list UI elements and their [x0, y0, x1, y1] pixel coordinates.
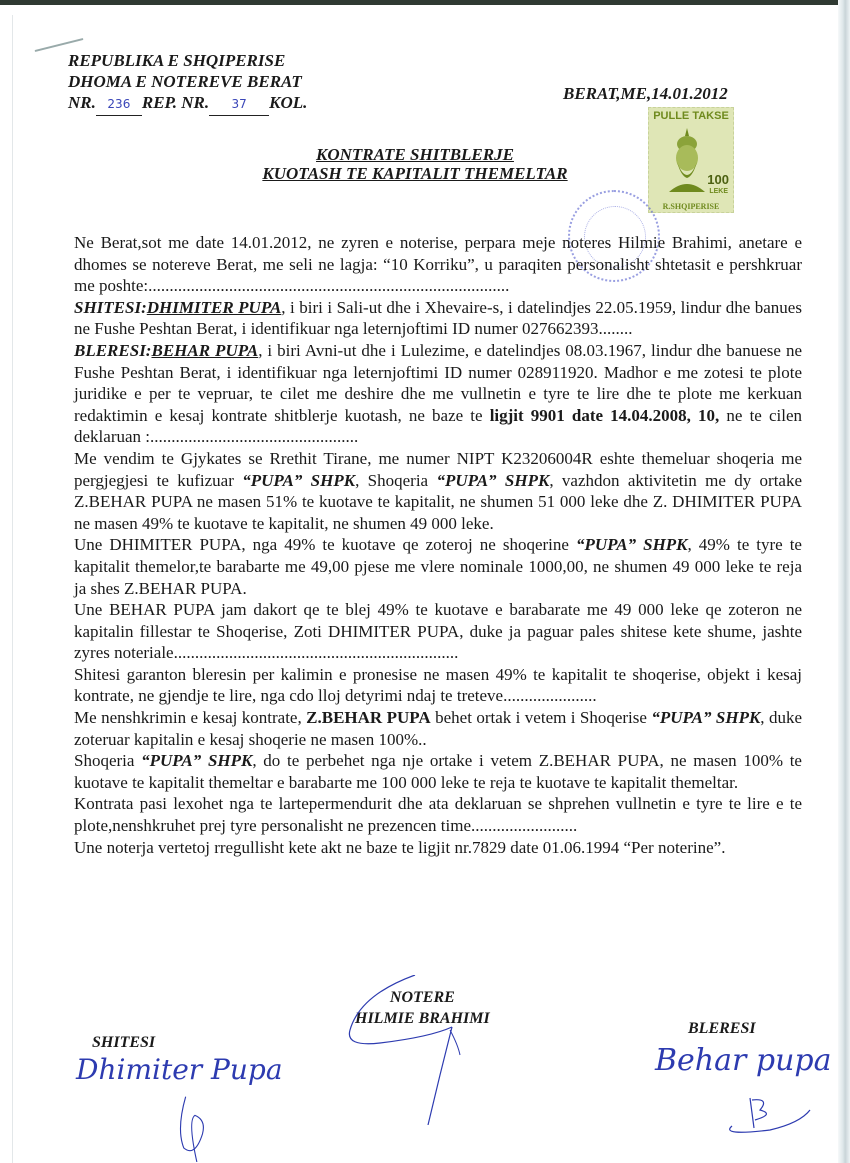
seller-signature-label: SHITESI: [92, 1034, 156, 1051]
company-name: “PUPA” SHPK: [436, 470, 550, 490]
company-name: “PUPA” SHPK: [141, 751, 253, 771]
header-republic: REPUBLIKA E SHQIPERISE: [68, 51, 286, 70]
company-text-b: , do te perbehet nga nje ortake i vetem Z.BEHAR PUPA, ne masen 100% te kuotave te kapitalit themeltar e barabarte me 100 000 leke te reja te kuotave te kapitalit themeltar.: [74, 751, 802, 792]
document-header: [68, 50, 307, 116]
buyer-details: , i biri Avni-ut dhe i Lulezime, e datelindjes 08.03.1967, lindur dhe banuese ne Fushe Peshtan Berat, i identifikuar nga leternjoftimi ID numer 028911920. Madhor e me zotesi te plote juridike e per te vepruar, te cilet me deshire dhe me vullnetin e tyre te lire dhe te plote me kerkuan redaktimin e kesaj kontrate shitblerje kuotash, ne baze te: [74, 340, 802, 425]
contract-title: KONTRATE SHITBLERJE: [316, 145, 514, 164]
guarantee-paragraph: Shitesi garanton bleresin per kalimin e pronesise ne masen 49% te kapitalit te shoqerise, objekt i kesaj kontrate, ne gjendje te lire, nga cdo lloj detyrimi ndaj te treteve......................: [74, 664, 802, 706]
buyer-initials: [470, 1088, 850, 1148]
seller-colon: :: [141, 297, 147, 317]
seller-paragraph: [74, 297, 802, 340]
purchase-paragraph: Une BEHAR PUPA jam dakort qe te blej 49% te kuotave e barabarate me 49 000 leke qe zoteron ne kapitalin fillestar te Shoqerise, Zoti DHIMITER PUPA, duke ja paguar pales shitese kete shume, jashte zyres noteriale...................................................................: [74, 600, 802, 663]
seller-details: , i biri i Sali-ut dhe i Xhevaire-s, i datelindjes 22.05.1959, lindur dhe banues ne Fushe Peshtan Berat, i identifikuar nga leternjoftimi ID numer 027662393........: [74, 297, 802, 339]
contract-body: [74, 232, 802, 858]
law-after: ne te cilen deklaruan :.................................................: [74, 405, 802, 447]
kol-number: 37: [209, 94, 269, 116]
buyer-signature-label: BLERESI: [688, 1020, 756, 1037]
signing-text-a: Me nenshkrimin e kesaj kontrate,: [74, 708, 307, 728]
notary-name: HILMIE BRAHIMI: [355, 1010, 490, 1027]
stamp-country: R.SHQIPERISE: [662, 202, 720, 211]
sale-text-a: Une DHIMITER PUPA, nga 49% te kuotave qe zoteroj ne shoqerine: [74, 535, 576, 555]
rep-number: 236: [96, 94, 142, 116]
company-name: “PUPA” SHPK: [651, 708, 761, 728]
header-chamber: DHOMA E NOTEREVE BERAT: [68, 72, 302, 91]
stamp-currency: LEKE: [709, 188, 728, 195]
header-numbers: [68, 92, 307, 116]
company-paragraph: [74, 750, 802, 793]
court-paragraph: [74, 448, 802, 534]
stamp-value: 100: [707, 172, 729, 187]
seller-initials: [165, 1092, 225, 1162]
buyer-label: BLERESI:: [74, 340, 152, 360]
nr-prefix: NR.: [68, 93, 96, 112]
contract-subtitle: KUOTASH TE KAPITALIT THEMELTAR: [262, 164, 568, 183]
stamp-top-text: PULLE TAKSE: [653, 110, 729, 122]
sale-text-b: , 49% te tyre te kapitalit themelor,te barabarte me 49,00 pjese me vlere nominale 1000,00, ne shumen 49 000 leke te reja ja shes Z.BEHAR PUPA.: [74, 535, 802, 598]
intro-paragraph: Ne Berat,sot me date 14.01.2012, ne zyren e noterise, perpara meje noteres Hilmie Brahimi, anetare e dhomes se notereve Berat, me seli ne lagja: “10 Korriku”, u paraqiten personalisht shtetasit e pershkruar me poshte:.....................................................................................: [74, 233, 802, 296]
signing-text-b: behet ortak i vetem i Shoqerise: [430, 708, 652, 728]
scan-border-top: [0, 0, 850, 5]
court-text-c: , vazhdon aktivitetin me dy ortake Z.BEHAR PUPA ne masen 51% te kuotave te kapitalit, ne shumen 51 000 leke dhe Z. DHIMITER PUPA ne masen 49% te kuotave te kapitalit, ne shumen 49 000 leke.: [74, 470, 803, 533]
seller-signature: Dhimiter Pupa: [76, 1053, 283, 1086]
seller-label: SHITESI: [74, 297, 142, 317]
notary-title: NOTERE: [389, 989, 455, 1006]
company-text-a: Shoqeria: [74, 751, 142, 771]
seller-name: DHIMITER PUPA: [146, 297, 282, 317]
company-name: “PUPA” SHPK: [575, 535, 688, 555]
court-text-a: Me vendim te Gjykates se Rrethit Tirane, me numer NIPT K23206004R eshte themeluar shoqeria me pergjegjesi te kufizuar: [74, 448, 802, 490]
scan-border-left: [0, 15, 13, 1163]
buyer-name: BEHAR PUPA: [151, 340, 259, 360]
signing-name: Z.BEHAR PUPA: [306, 708, 431, 728]
place-date: BERAT,ME,14.01.2012: [563, 84, 728, 103]
law-reference: ligjit 9901 date 14.04.2008, 10,: [489, 405, 720, 425]
signing-paragraph: [74, 707, 802, 750]
rep-label: REP. NR.: [141, 93, 210, 112]
buyer-signature: Behar pupa: [655, 1043, 832, 1078]
kol-label: KOL.: [269, 93, 308, 112]
company-name: “PUPA” SHPK: [242, 470, 356, 490]
court-text-b: , Shoqeria: [355, 470, 437, 490]
buyer-paragraph: [74, 340, 802, 448]
notary-certification-paragraph: Une noterja vertetoj rregullisht kete akt ne baze te ligjit nr.7829 date 01.06.1994 “Per noterine”.: [74, 837, 726, 857]
reading-paragraph: Kontrata pasi lexohet nga te lartepermendurit dhe ata deklaruan se shprehen vullnetin e tyre te lire e te plote,nenshkruhet prej tyre personalisht ne prezencen time.........................: [74, 794, 802, 836]
signing-text-c: , duke zoteruar kapitalin e kesaj shoqerie ne masen 100%..: [74, 708, 803, 749]
sale-paragraph: [74, 534, 802, 599]
